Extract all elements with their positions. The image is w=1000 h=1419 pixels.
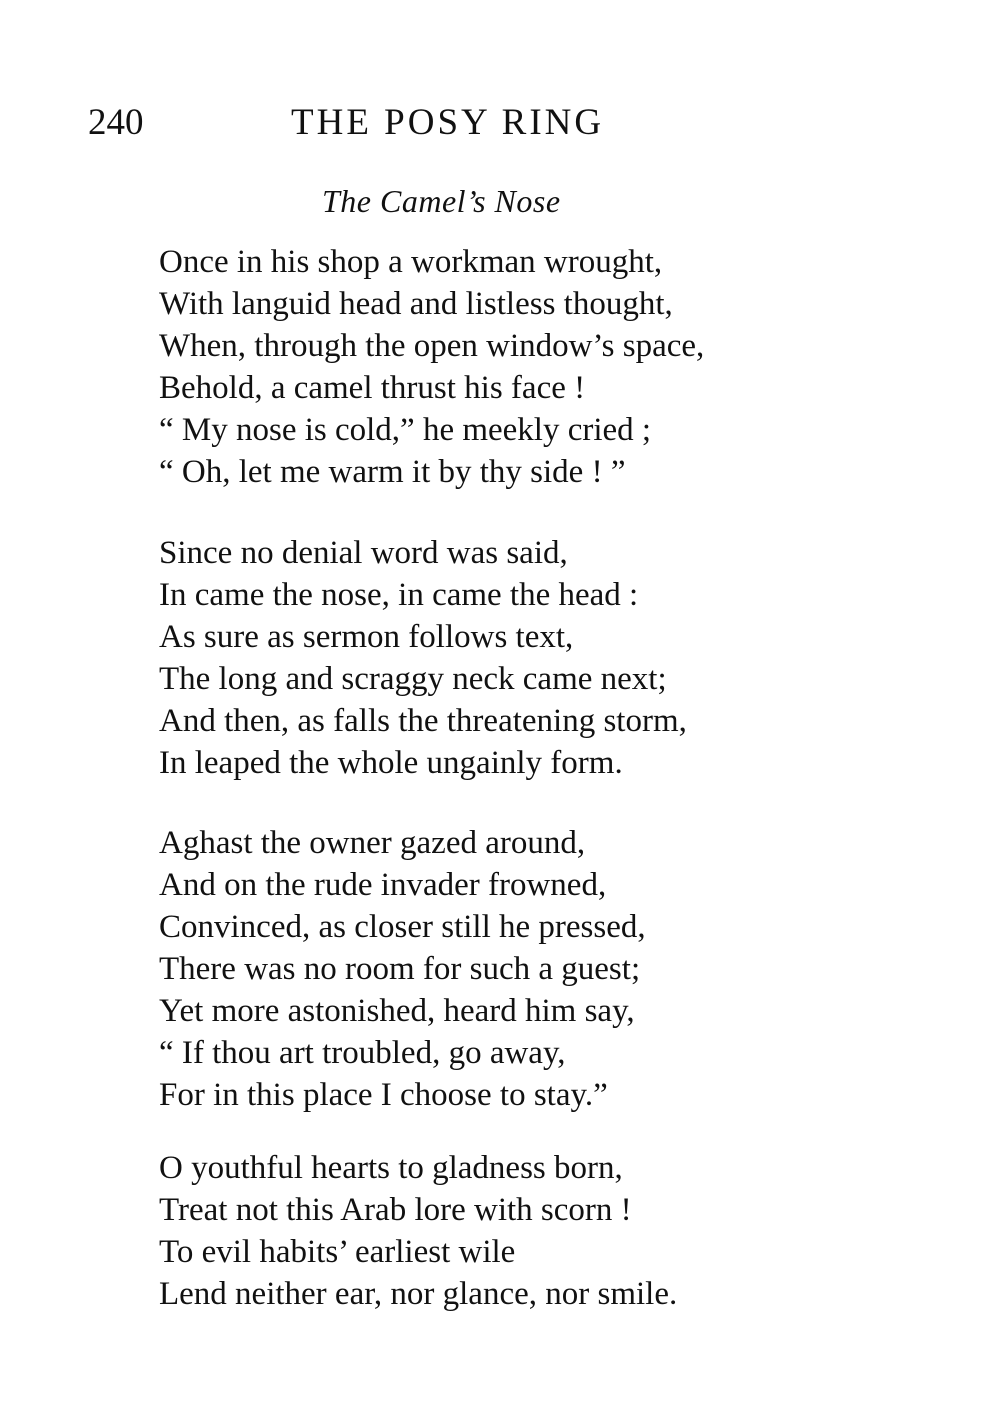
poem-line: Lend neither ear, nor glance, nor smile. — [159, 1276, 678, 1312]
poem-line: Aghast the owner gazed around, — [159, 825, 586, 861]
poem-line: To evil habits’ earliest wile — [159, 1234, 516, 1270]
poem-line: When, through the open window’s space, — [159, 328, 705, 364]
poem-line: “ If thou art troubled, go away, — [159, 1035, 566, 1071]
stanza-1 — [159, 241, 979, 493]
poem-line: And on the rude invader frowned, — [159, 867, 607, 903]
poem-line: Since no denial word was said, — [159, 535, 568, 571]
poem-line: In leaped the whole ungainly form. — [159, 745, 623, 781]
poem-line: With languid head and listless thought, — [159, 286, 673, 322]
poem-line: And then, as falls the threatening storm, — [159, 703, 687, 739]
poem-line: “ Oh, let me warm it by thy side ! ” — [159, 454, 626, 490]
poem-line: “ My nose is cold,” he meekly cried ; — [159, 412, 652, 448]
stanza-2 — [159, 532, 979, 784]
poem-line: In came the nose, in came the head : — [159, 577, 639, 613]
poem-line: Yet more astonished, heard him say, — [159, 993, 635, 1029]
poem-line: For in this place I choose to stay.” — [159, 1077, 608, 1113]
poem-line: The long and scraggy neck came next; — [159, 661, 667, 697]
poem-line: Once in his shop a workman wrought, — [159, 244, 663, 280]
stanza-3 — [159, 822, 979, 1116]
poem-line: As sure as sermon follows text, — [159, 619, 574, 655]
poem-line: Behold, a camel thrust his face ! — [159, 370, 586, 406]
poem-title: The Camel’s Nose — [322, 183, 561, 219]
poem-line: Treat not this Arab lore with scorn ! — [159, 1192, 632, 1228]
page-number: 240 — [88, 102, 144, 143]
poem-line: There was no room for such a guest; — [159, 951, 641, 987]
poem-line: Convinced, as closer still he pressed, — [159, 909, 646, 945]
stanza-4 — [159, 1147, 979, 1315]
poem-line: O youthful hearts to gladness born, — [159, 1150, 623, 1186]
running-title: THE POSY RING — [291, 102, 605, 143]
